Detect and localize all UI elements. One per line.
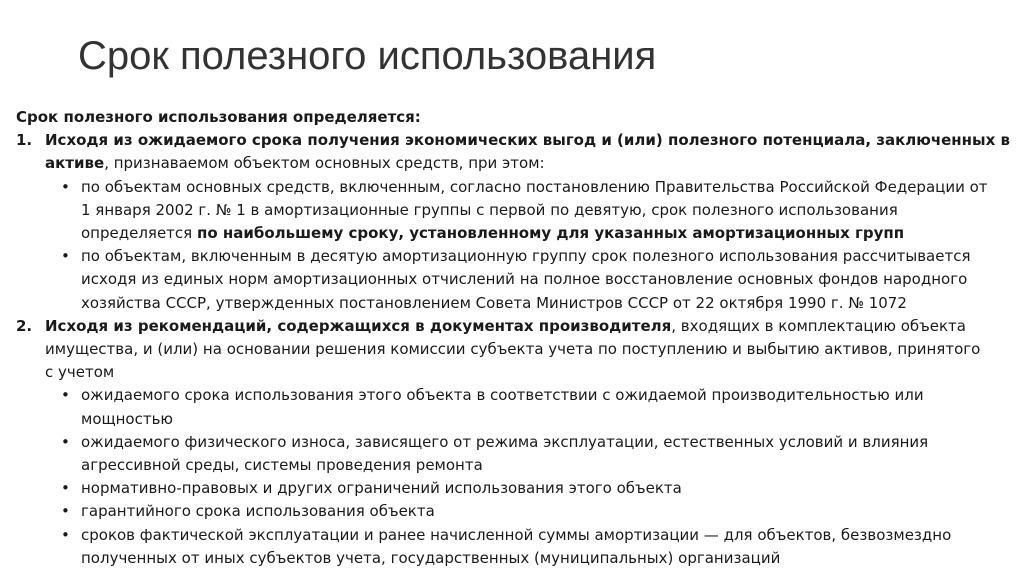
list-number-1: 1. xyxy=(16,131,33,150)
bullet-dot: • xyxy=(61,525,70,544)
bullet-line: ожидаемого физического износа, зависящего от режима эксплуатации, естественных условий и влияния xyxy=(81,432,929,451)
bullet-line: по объектам, включенным в десятую амортизационную группу срок полезного использования рассчитывается xyxy=(81,247,971,266)
bullet-line: сроков фактической эксплуатации и ранее начисленной суммы амортизации — для объектов, безвозмездно xyxy=(81,525,952,544)
bullet-dot: • xyxy=(61,247,70,266)
item2-rest-text: , входящих в комплектацию объекта xyxy=(671,316,966,335)
bullet-dot: • xyxy=(61,479,70,498)
bullet-line: 1 января 2002 г. № 1 в амортизационные группы с первой по девятую, срок полезного использования xyxy=(81,200,898,219)
item1-bold-word: активе xyxy=(45,154,105,173)
bullet-dot: • xyxy=(61,177,70,196)
item2-line3: с учетом xyxy=(45,363,115,382)
bullet-line: исходя из единых норм амортизационных отчислений на полное восстановление основных фондов народного xyxy=(81,270,968,289)
intro-text: Срок полезного использования определяется: xyxy=(16,108,421,126)
item2-bullet-1 xyxy=(45,384,1016,430)
item2-bullet-4 xyxy=(45,500,1016,523)
bullet-line xyxy=(81,222,1016,245)
bullet-line: хозяйства СССР, утвержденных постановлением Совета Министров СССР от 22 октября 1990 г. № 1072 xyxy=(81,293,907,312)
bullet-line: мощностью xyxy=(81,409,174,428)
bullet-text: определяется xyxy=(81,224,197,243)
item1-bullet-2 xyxy=(45,245,1016,315)
item2-line1 xyxy=(45,315,1016,338)
bullet-line: нормативно-правовых и других ограничений использования этого объекта xyxy=(81,479,682,498)
bullet-line: агрессивной среды, системы проведения ремонта xyxy=(81,456,483,475)
list-item-1 xyxy=(16,129,1016,315)
item1-line2 xyxy=(45,152,1016,175)
item2-bullet-3 xyxy=(45,477,1016,500)
bullet-line: по объектам основных средств, включенным, согласно постановлению Правительства Российской Федерации от xyxy=(81,177,988,196)
bullet-dot: • xyxy=(61,386,70,405)
item1-rest-text: , признаваемом объектом основных средств, при этом: xyxy=(104,154,545,173)
slide-body xyxy=(16,106,1016,570)
bullet-bold-text: по наибольшему сроку, установленному для указанных амортизационных групп xyxy=(196,224,905,243)
list-item-2 xyxy=(16,315,1016,570)
item1-bold-text: Исходя из ожидаемого срока получения экономических выгод и (или) полезного потенциала, заключенных в xyxy=(45,131,1010,150)
item1-line1 xyxy=(45,129,1016,152)
list-number-2: 2. xyxy=(16,316,33,335)
bullet-line: гарантийного срока использования объекта xyxy=(81,502,435,521)
slide-title: Срок полезного использования xyxy=(78,34,657,78)
item1-bullet-1 xyxy=(45,176,1016,246)
bullet-dot: • xyxy=(61,432,70,451)
item2-line2: имущества, и (или) на основании решения комиссии субъекта учета по поступлению и выбытию активов, принятого xyxy=(45,340,981,359)
bullet-line: ожидаемого срока использования этого объекта в соответствии с ожидаемой производительностью или xyxy=(81,386,924,405)
item2-bold-text: Исходя из рекомендаций, содержащихся в документах производителя xyxy=(45,316,672,335)
item2-bullet-2 xyxy=(45,431,1016,477)
bullet-dot: • xyxy=(61,502,70,521)
item2-bullet-5 xyxy=(45,524,1016,570)
bullet-line: полученных от иных субъектов учета, государственных (муниципальных) организаций xyxy=(81,548,781,567)
